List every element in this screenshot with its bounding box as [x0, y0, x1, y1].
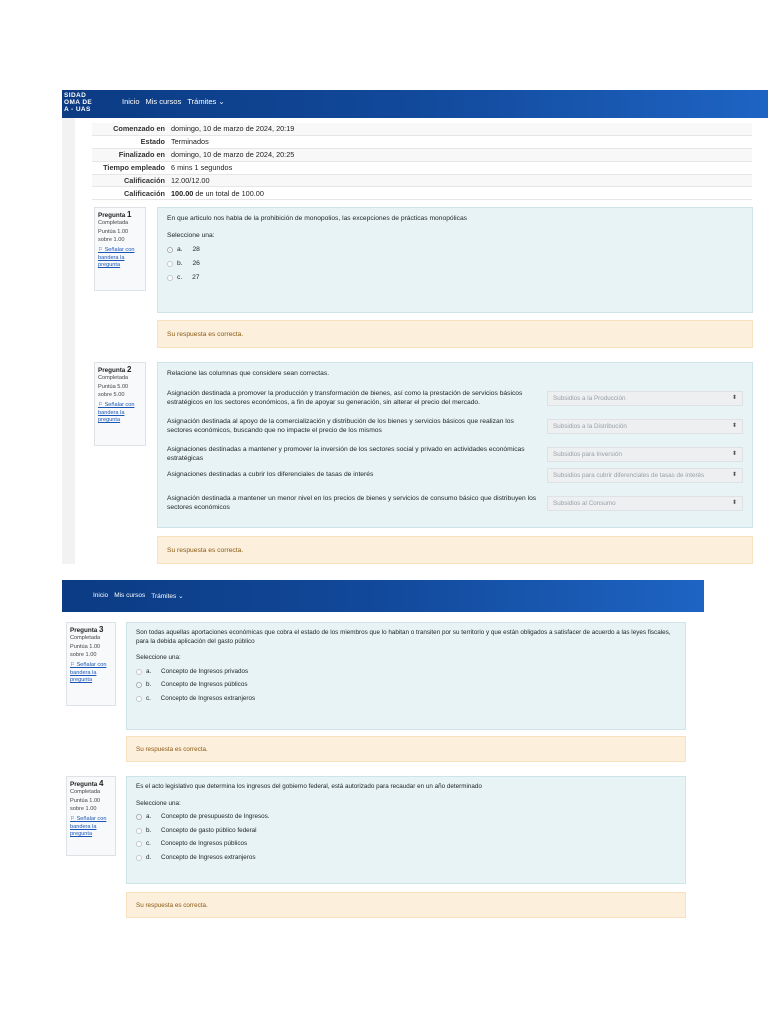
feedback-1: Su respuesta es correcta. [157, 320, 753, 348]
question-info-2 [94, 362, 146, 446]
summary-row [92, 123, 752, 135]
option-letter: a. [146, 667, 152, 675]
feedback-3: Su respuesta es correcta. [126, 736, 686, 762]
select-prompt: Seleccione una: [167, 232, 215, 239]
question-score: Puntúa 1.00 sobre 1.00 [70, 644, 101, 658]
nav-procedures-menu[interactable]: Trámites ⌄ [187, 97, 225, 106]
radio-button[interactable] [136, 696, 142, 702]
match-statement: Asignación destinada a promover la producción y transformación de bienes, así como la prestación de servicios básicos estratégicos en los sectores económicos, a fin de apoyar su generación, sin alterar el precio del mercado. [167, 390, 523, 406]
match-row [167, 418, 743, 435]
question-number [98, 366, 142, 375]
option-letter: a. [177, 246, 183, 253]
match-select[interactable] [547, 419, 743, 434]
match-select[interactable] [547, 468, 743, 483]
radio-button[interactable] [167, 261, 173, 267]
question-num: 2 [127, 365, 132, 374]
question-label: Pregunta [70, 627, 98, 634]
match-row [167, 471, 743, 480]
feedback-2: Su respuesta es correcta. [157, 536, 753, 564]
match-row [167, 495, 743, 512]
summary-row [92, 135, 752, 148]
nav-courses-link[interactable]: Mis cursos [114, 592, 146, 599]
option-text: Concepto de Ingresos extranjeros [161, 853, 256, 861]
flag-label: Señalar con bandera la pregunta [98, 247, 135, 268]
question-content-4 [126, 776, 686, 884]
question-state: Completada [70, 788, 101, 795]
select-value: Subsidios para Inversión [553, 451, 622, 459]
option-letter: b. [146, 681, 152, 688]
summary-value: domingo, 10 de marzo de 2024, 20:25 [168, 148, 752, 161]
question-num: 1 [127, 210, 132, 219]
feedback-4: Su respuesta es correcta. [126, 892, 686, 918]
answer-option[interactable] [136, 681, 676, 690]
question-label: Pregunta [98, 367, 126, 374]
summary-key: Calificación [92, 174, 168, 187]
radio-button[interactable] [136, 682, 142, 688]
main-nav [93, 592, 184, 600]
question-num: 4 [99, 779, 104, 788]
summary-value: Terminados [168, 135, 752, 148]
summary-value [168, 187, 752, 200]
question-label: Pregunta [98, 212, 126, 219]
question-text: Relacione las columnas que considere sean correctas. [167, 370, 330, 377]
flag-question-link[interactable]: ⚐ Señalar con bandera la pregunta [70, 816, 107, 837]
answer-option[interactable] [136, 668, 676, 677]
question-number [98, 211, 142, 220]
select-arrow-icon: ⬍ [731, 471, 737, 478]
option-letter: d. [146, 853, 152, 861]
answer-option[interactable] [167, 273, 743, 282]
option-text: Concepto de presupuesto de Ingresos. [161, 813, 270, 820]
flag-label: Señalar con bandera la pregunta [70, 662, 107, 683]
select-arrow-icon: ⬍ [731, 500, 737, 507]
radio-button[interactable] [136, 841, 142, 847]
attempt-summary-table [92, 123, 752, 200]
main-nav [122, 97, 225, 106]
question-score: Puntúa 1.00 sobre 1.00 [98, 229, 129, 243]
question-info-1 [94, 207, 146, 291]
option-letter: c. [177, 274, 183, 281]
summary-key: Finalizado en [92, 148, 168, 161]
question-num: 3 [99, 625, 104, 634]
option-letter: c. [146, 840, 151, 847]
nav-home-link[interactable]: Inicio [122, 97, 140, 106]
answer-option[interactable] [167, 245, 743, 254]
option-text: Concepto de Ingresos públicos [161, 681, 248, 688]
match-statement: Asignación destinada al apoyo de la comercialización y distribución de los bienes y servicios básicos que realizan los sectores económicos, buscando que no impacte el precio de los mismos [167, 418, 514, 434]
select-arrow-icon: ⬍ [731, 451, 737, 458]
question-number [70, 780, 112, 789]
option-text: 28 [192, 246, 200, 253]
question-state: Completada [98, 374, 129, 381]
question-info-4 [66, 776, 116, 856]
option-text: Concepto de Ingresos extranjeros [160, 694, 256, 702]
answer-option[interactable] [167, 259, 743, 268]
summary-value: 12.00/12.00 [168, 174, 752, 187]
answer-option[interactable] [136, 695, 676, 704]
radio-button[interactable] [167, 275, 173, 281]
match-select[interactable] [547, 447, 743, 462]
screenshot-top [62, 90, 768, 564]
summary-value: 6 mins 1 segundos [168, 161, 752, 174]
flag-label: Señalar con bandera la pregunta [70, 816, 107, 837]
question-state: Completada [98, 219, 129, 226]
summary-value: domingo, 10 de marzo de 2024, 20:19 [168, 123, 752, 135]
flag-question-link[interactable]: ⚐ Señalar con bandera la pregunta [98, 247, 135, 268]
select-value: Subsidios a la Distribución [553, 423, 627, 431]
option-letter: b. [146, 826, 152, 834]
question-label: Pregunta [70, 781, 98, 788]
answer-option[interactable] [136, 840, 676, 849]
radio-button[interactable] [167, 247, 173, 253]
summary-key: Estado [92, 135, 168, 148]
nav-courses-link[interactable]: Mis cursos [145, 97, 182, 106]
question-content-1 [157, 207, 753, 313]
question-info-3 [66, 622, 116, 706]
option-letter: b. [177, 260, 183, 267]
brand-line: OMA DE [64, 99, 93, 106]
summary-row [92, 187, 752, 200]
select-prompt: Seleccione una: [136, 799, 181, 807]
summary-key: Calificación [92, 187, 168, 200]
question-score: Puntúa 5.00 sobre 5.00 [98, 384, 129, 398]
question-content-2 [157, 362, 753, 528]
summary-row [92, 174, 752, 187]
option-text: Concepto de Ingresos públicos [160, 840, 248, 847]
match-statement: Asignaciones destinadas a mantener y promover la inversión de los sectores social y privado en actividades económicas estratégicas [167, 446, 525, 462]
question-text: En que articulo nos habla de la prohibición de monopolios, las excepciones de prácticas monopólicas [167, 215, 468, 222]
radio-button[interactable] [136, 828, 142, 834]
match-statement: Asignación destinada a mantener un menor nivel en los precios de bienes y servicios de consumo básico que distribuyen los sectores económicos [167, 495, 537, 511]
option-letter: a. [146, 813, 152, 820]
option-text: 26 [192, 260, 200, 267]
option-letter: c. [146, 694, 151, 702]
answer-option[interactable] [136, 813, 676, 822]
match-row [167, 390, 743, 407]
brand-line: SIDAD [64, 92, 87, 99]
question-number [70, 626, 112, 635]
summary-row [92, 161, 752, 174]
radio-button[interactable] [136, 669, 142, 675]
match-row [167, 446, 743, 463]
top-navbar [62, 90, 768, 118]
answer-option[interactable] [136, 854, 676, 863]
screenshot-bottom [62, 580, 704, 920]
summary-key: Comenzado en [92, 123, 168, 135]
select-value: Subsidios a la Producción [553, 395, 626, 403]
left-drawer-strip [62, 118, 75, 564]
radio-button[interactable] [136, 814, 142, 820]
flag-question-link[interactable]: ⚐ Señalar con bandera la pregunta [98, 402, 135, 423]
question-text: Son todas aquellas aportaciones económicas que cobra el estado de los miembros que lo habitan o transiten por su territorio y que están obligados a satisfacer de acuerdo a las leyes fiscales, para la debida aplicación del gasto público [136, 629, 671, 645]
summary-key: Tiempo empleado [92, 161, 168, 174]
option-text: Concepto de Ingresos privados [161, 667, 249, 675]
select-value: Subsidios al Consumo [553, 500, 616, 508]
select-arrow-icon: ⬍ [731, 423, 737, 430]
top-navbar [62, 580, 704, 612]
grade-value: 100.00 [171, 188, 194, 198]
match-select[interactable] [547, 496, 743, 511]
summary-row [92, 148, 752, 161]
question-content-3 [126, 622, 686, 730]
brand-line: A - UAS [64, 106, 91, 113]
select-value: Subsidios para cubrir diferenciales de tasas de interés [553, 471, 705, 479]
option-text: 27 [192, 274, 200, 281]
match-select[interactable] [547, 391, 743, 406]
select-prompt: Seleccione una: [136, 654, 181, 661]
site-brand[interactable] [64, 92, 92, 113]
nav-procedures-menu[interactable]: Trámites ⌄ [151, 593, 184, 600]
nav-home-link[interactable]: Inicio [93, 592, 109, 599]
question-state: Completada [70, 634, 101, 641]
flag-label: Señalar con bandera la pregunta [98, 402, 135, 423]
question-score: Puntúa 1.00 sobre 1.00 [70, 798, 101, 812]
option-text: Concepto de gasto público federal [161, 826, 257, 834]
flag-question-link[interactable]: ⚐ Señalar con bandera la pregunta [70, 662, 107, 683]
answer-option[interactable] [136, 827, 676, 836]
select-arrow-icon: ⬍ [731, 395, 737, 402]
match-statement: Asignaciones destinadas a cubrir los diferenciales de tasas de interés [167, 471, 374, 478]
question-text: Es el acto legislativo que determina los ingresos del gobierno federal, está autorizado para recaudar en un año determinado [136, 783, 482, 790]
grade-total: de un total de 100.00 [193, 188, 264, 198]
radio-button[interactable] [136, 855, 142, 861]
